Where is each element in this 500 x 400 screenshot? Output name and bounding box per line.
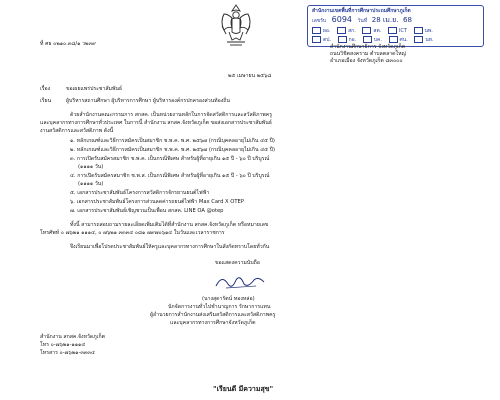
subject-label: เรื่อง — [40, 86, 51, 92]
office-phone: โทร ๐-๗๖๒๑-๑๑๑๔ — [40, 342, 86, 348]
stamp-checkbox — [312, 27, 321, 34]
stamp-receipt-number: 6094 — [331, 15, 353, 24]
stamp-checkbox — [414, 27, 423, 34]
signer-title-2: ผู้อำนวยการสำนักงานส่งเสริมสวัสดิการและสวัสดิภาพครู — [150, 312, 276, 318]
stamp-option: ICT — [398, 28, 407, 34]
list-item: ๓. การเปิดรับสมัครสมาชิก ช.พ.ค. เป็นกรณีพิเศษ สำหรับผู้ที่อายุเกิน ๑๕ ปี - ๖๐ ปี บริบูรณ์ — [70, 156, 270, 162]
stamp-receipt-row — [312, 17, 412, 24]
footer-slogan: "เรียนดี มีความสุข" — [213, 385, 274, 393]
list-item: ๔. การเปิดรับสมัครสมาชิก ช.พ.ส. เป็นกรณีพิเศษ สำหรับผู้ที่อายุเกิน ๑๕ ปี - ๖๐ ปี บริบูรณ์ — [70, 173, 270, 179]
stamp-title: สำนักงานเขตพื้นที่การศึกษาประถมศึกษาภูเก็ต — [312, 8, 411, 14]
list-item: ๑. หลักเกณฑ์และวิธีการสมัครเป็นสมาชิก ช.พ.ค. พ.ศ. ๒๕๖๗ (กรณีบุคคลอายุไม่เกิน ๔๕ ปี) — [70, 138, 275, 144]
stamp-option: สก. — [348, 28, 356, 34]
closing-text: ขอแสดงความนับถือ — [215, 260, 260, 266]
stamp-option: นพ. — [424, 28, 433, 34]
agency-line-1: สำนักงานศึกษาธิการ จังหวัดภูเก็ต — [330, 44, 406, 50]
agency-line-2: ถนนวิชิตสงคราม ตำบลตลาดใหญ่ — [330, 51, 406, 57]
stamp-option: บค. — [373, 37, 382, 43]
stamp-checkbox-row-2 — [312, 36, 434, 43]
stamp-date-value: 28 เม.ย. — [371, 16, 399, 24]
recipient-label: เรียน — [40, 98, 52, 104]
stamp-receipt-label: เลขรับ — [312, 18, 327, 24]
stamp-option: ตป. — [323, 37, 332, 43]
agency-line-3: อำเภอเมือง จังหวัดภูเก็ต ๘๓๐๐๐ — [330, 58, 403, 64]
subject-text: ขอเผยแพร่ประชาสัมพันธ์ — [66, 86, 123, 92]
intro-line-1: ด้วยสำนักงานคณะกรรมการ สกสค. เป็นหน่วยงานหลักในการจัดสวัสดิการและสวัสดิภาพครู — [70, 112, 272, 118]
stamp-checkbox — [389, 36, 398, 43]
stamp-checkbox — [312, 36, 321, 43]
stamp-option: นท. — [425, 37, 434, 43]
list-item: ๕. เอกสารประชาสัมพันธ์โครงการสวัสดิการจักรยานยนต์ไฟฟ้า — [70, 190, 210, 196]
stamp-checkbox — [388, 27, 397, 34]
contact-line-1: ทั้งนี้ สามารถสอบถามรายละเอียดเพิ่มเติมได้ที่สำนักงาน สกสค.จังหวัดภูเก็ต หรือหมายเลข — [70, 222, 269, 228]
list-item: ๗. เอกสารประชาสัมพันธ์เชิญชวนเป็นเพื่อน สกสค. LINE OA @otep — [70, 208, 224, 214]
stamp-checkbox-row-1 — [312, 27, 433, 34]
signature-image — [212, 272, 272, 292]
list-item-continuation: (๑๑๑๑ วัน) — [78, 164, 104, 170]
stamp-checkbox — [363, 36, 372, 43]
signer-title-3: และบุคลากรทางการศึกษาจังหวัดภูเก็ต — [170, 320, 256, 326]
intro-line-3: งานสวัสดิการและสวัสดิภาพ ดังนี้ — [40, 128, 114, 134]
stamp-year: 68 — [403, 16, 412, 24]
stamp-option: สต. — [373, 28, 382, 34]
stamp-option: ผอ. — [323, 28, 331, 34]
stamp-checkbox — [362, 27, 371, 34]
stamp-option: กอ. — [348, 37, 357, 43]
stamp-option: ศน. — [399, 37, 408, 43]
signer-title-1: นักจัดการงานทั่วไปชำนาญการ รักษาการแทน — [168, 304, 271, 310]
contact-line-2: โทรศัพท์ ๐ ๗๖๒๑ ๑๑๑๔, ๐ ๗๖๒๑ ๓๓๓๔ ๐๘๑ ๗๙๗๐๖๑๔ ในวันและเวลาราชการ — [40, 230, 225, 236]
document-date: ๒๕ เมษายน ๒๕๖๘ — [228, 73, 272, 79]
list-item: ๒. หลักเกณฑ์และวิธีการสมัครเป็นสมาชิก ช.พ.ค. พ.ศ. ๒๕๖๗ (กรณีบุคคลอายุไม่เกิน ๔๕ ปี) — [70, 147, 276, 153]
garuda-emblem-icon — [218, 2, 254, 48]
stamp-date-label: วันที่ — [357, 18, 368, 24]
list-item-continuation: (๑๑๑๑ วัน) — [78, 181, 104, 187]
stamp-checkbox — [338, 36, 347, 43]
office-name: สำนักงาน สกสค.จังหวัดภูเก็ต — [40, 334, 105, 340]
document-number: ที่ ศธ ๐๒๑๐.๓๘/๑ ว๒๓๙ — [40, 41, 96, 47]
request-text: จึงเรียนมาเพื่อโปรดประชาสัมพันธ์ให้ครูและบุคลากรทางการศึกษาในสังกัดทราบโดยทั่วกัน — [70, 244, 270, 250]
list-item: ๖. เอกสารประชาสัมพันธ์โครงการส่วนลดค่ารถยนต์ไฟฟ้า Max Card X OTEP — [70, 199, 244, 205]
receipt-stamp — [307, 5, 484, 47]
intro-line-2: และบุคลากรทางการศึกษาทั่วประเทศ ในการนี้ สำนักงาน สกสค.จังหวัดภูเก็ต ขอส่งเอกสารประชาสัมพันธ์ — [40, 120, 272, 126]
stamp-checkbox — [337, 27, 346, 34]
stamp-checkbox — [414, 36, 423, 43]
signer-name: (นางสุดารัตน์ ทองหล่อ) — [202, 296, 255, 302]
recipient-text: ผู้บริหารสถานศึกษา ผู้บริหารการศึกษา ผู้บริหารองค์กรปกครองส่วนท้องถิ่น — [66, 98, 230, 104]
office-fax: โทรสาร ๐-๗๖๒๑-๓๓๓๔ — [40, 350, 95, 356]
